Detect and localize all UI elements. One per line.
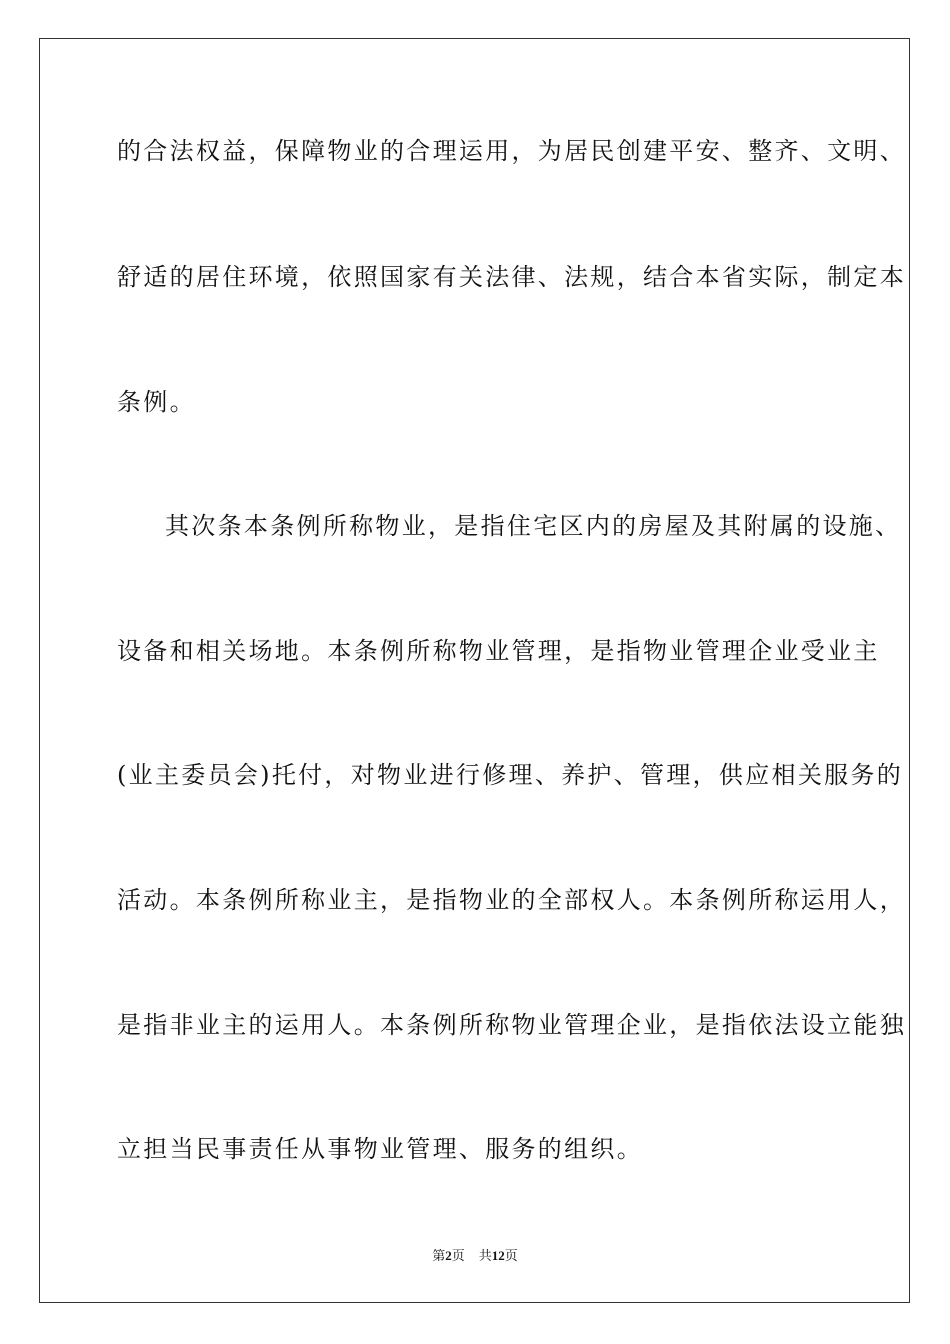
paragraph-line-5: 设备和相关场地。本条例所称物业管理，是指物业管理企业受业主 — [117, 637, 880, 665]
paragraph-line-8: 是指非业主的运用人。本条例所称物业管理企业，是指依法设立能独 — [117, 1011, 906, 1039]
paragraph-line-1: 的合法权益，保障物业的合理运用，为居民创建平安、整齐、文明、 — [117, 137, 906, 165]
paragraph-line-9: 立担当民事责任从事物业管理、服务的组织。 — [117, 1135, 643, 1163]
footer-page-suffix: 页 — [451, 1248, 465, 1263]
footer-total-suffix: 页 — [504, 1248, 518, 1263]
paragraph-line-2: 舒适的居住环境，依照国家有关法律、法规，结合本省实际，制定本 — [117, 263, 906, 291]
footer-page-prefix: 第 — [432, 1248, 446, 1263]
page-border — [39, 38, 910, 1303]
paragraph-line-4: 其次条本条例所称物业，是指住宅区内的房屋及其附属的设施、 — [165, 512, 902, 540]
paragraph-line-3: 条例。 — [117, 388, 196, 416]
paragraph-line-7: 活动。本条例所称业主，是指物业的全部权人。本条例所称运用人， — [117, 886, 906, 914]
footer-total-pages: 12 — [491, 1248, 505, 1263]
footer-page-number: 2 — [445, 1248, 452, 1263]
page-footer — [0, 1248, 950, 1264]
footer-total-prefix: 共 — [478, 1248, 492, 1263]
paragraph-line-6: (业主委员会)托付，对物业进行修理、养护、管理，供应相关服务的 — [117, 761, 904, 789]
